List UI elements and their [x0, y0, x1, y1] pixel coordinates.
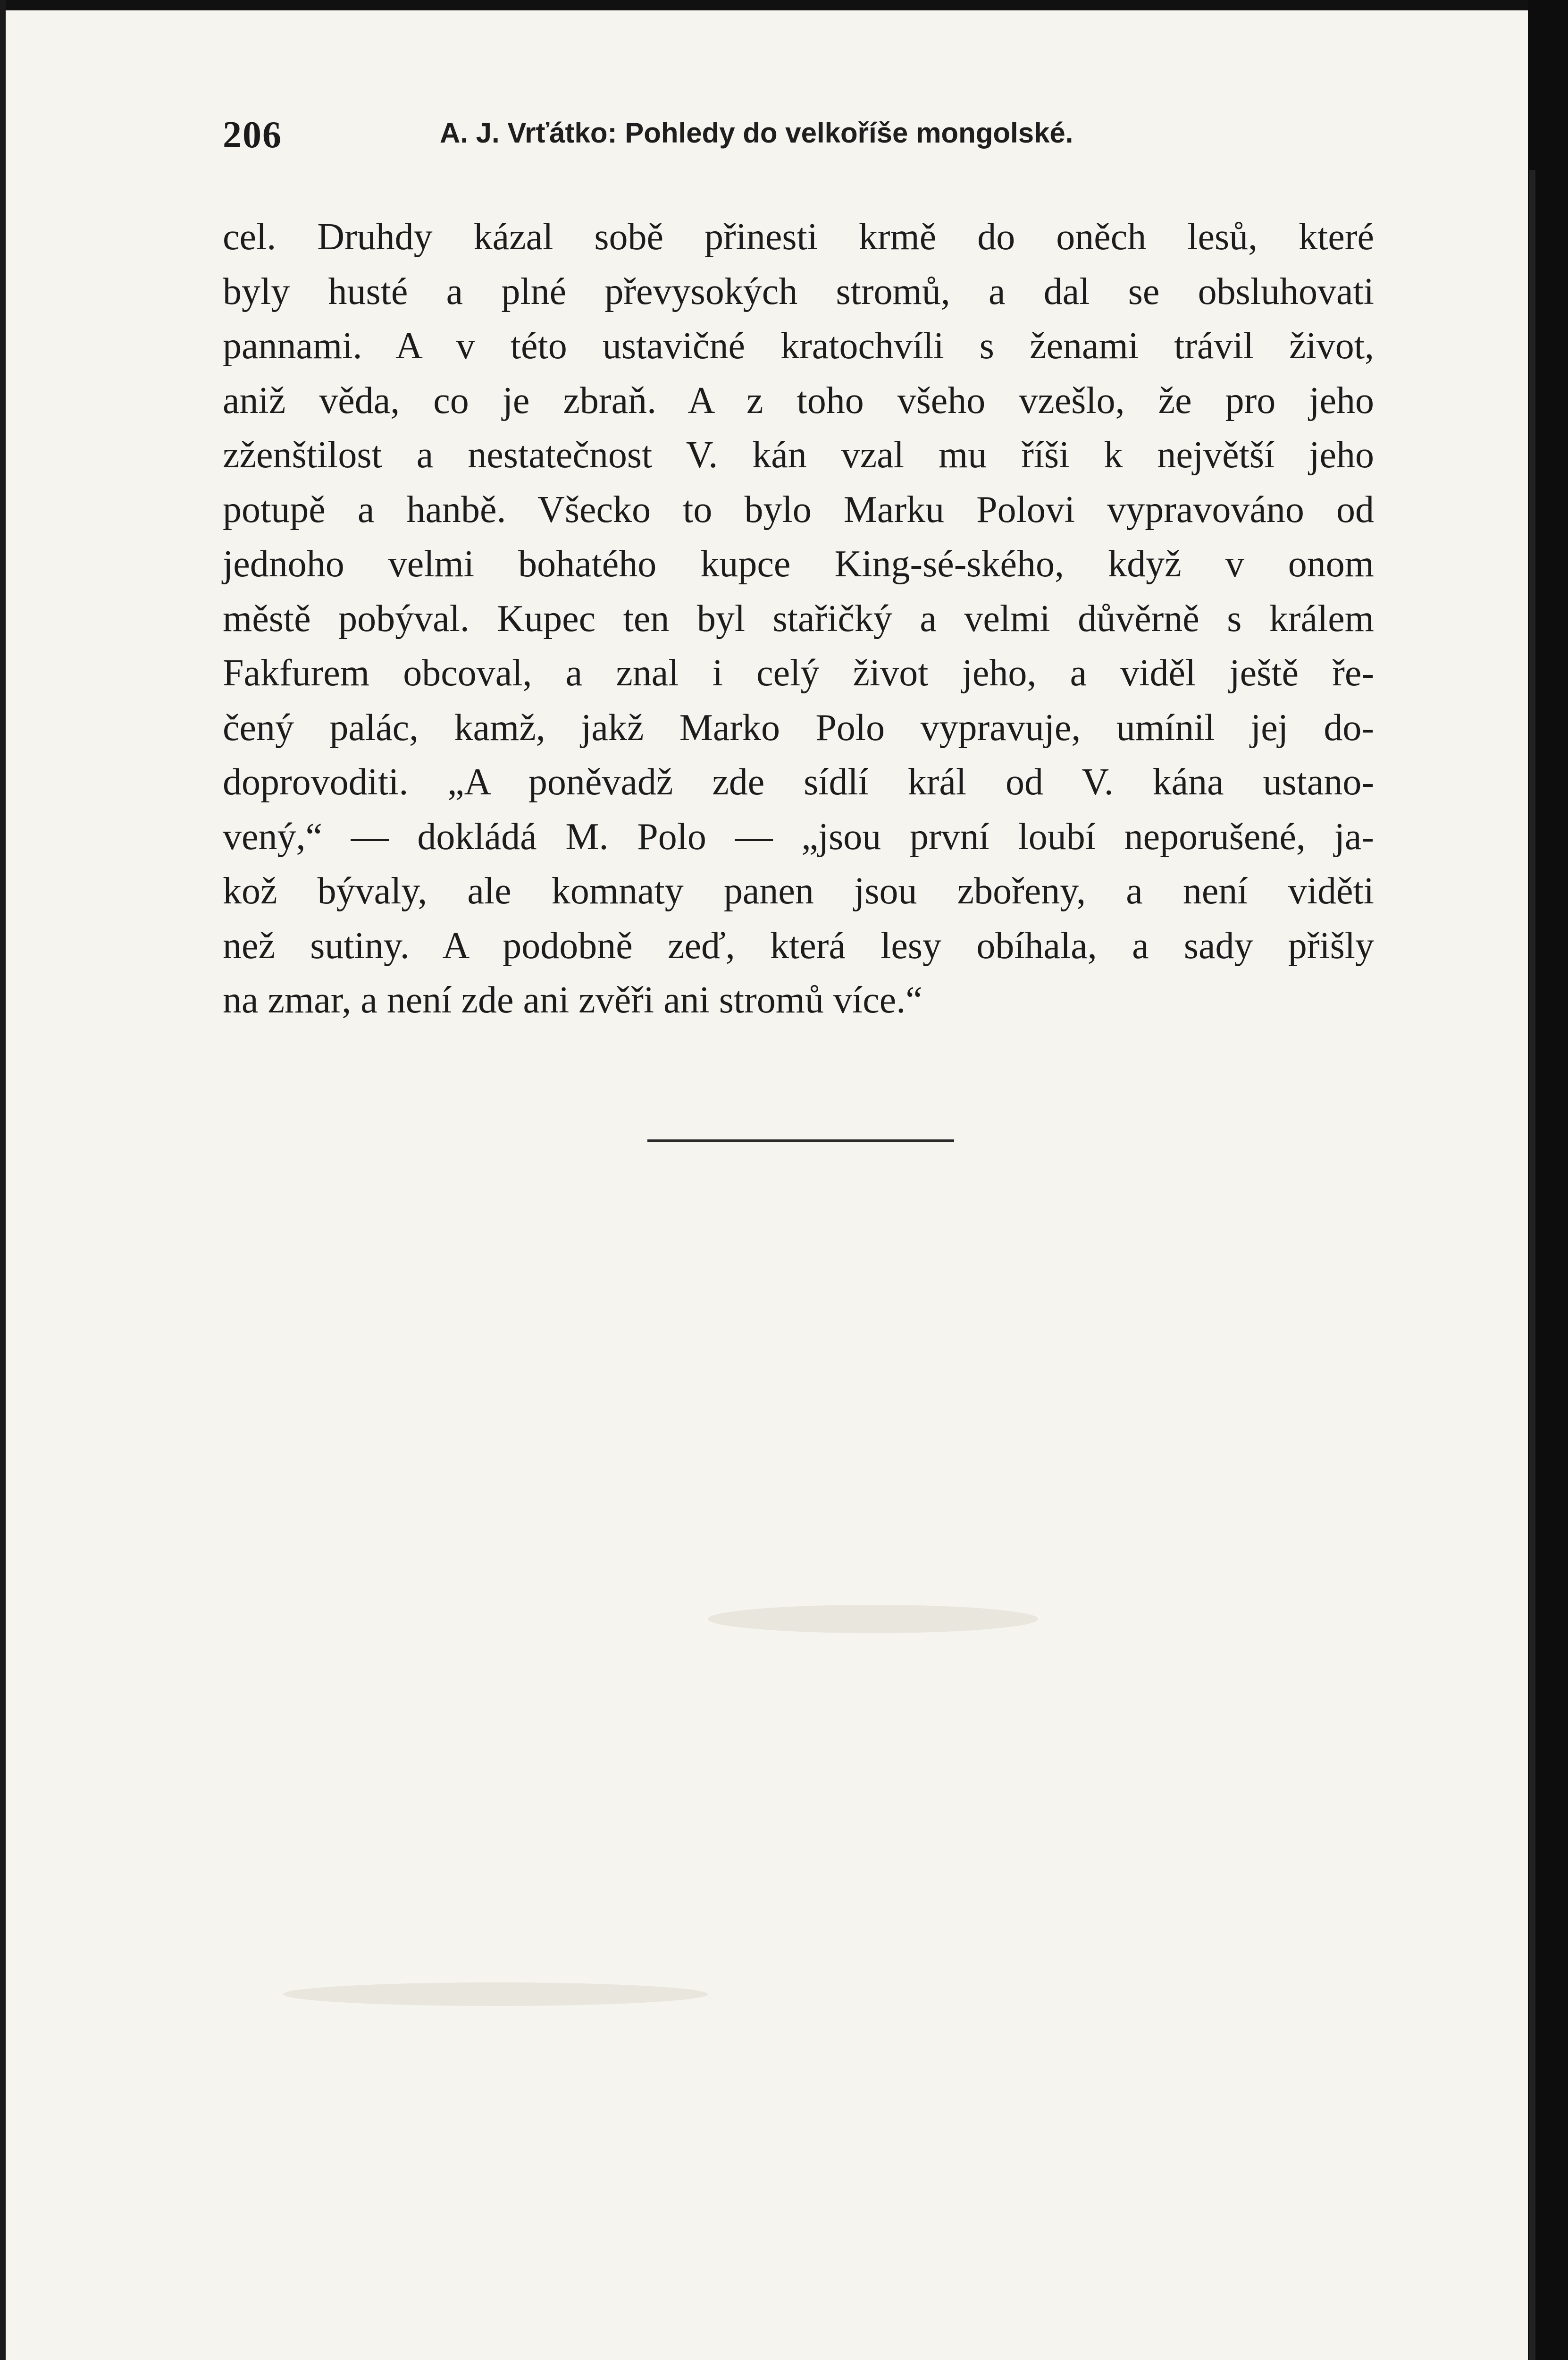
text-line: na zmar, a není zde ani zvěři ani stromů více.“ [223, 979, 922, 1021]
body-paragraph [223, 210, 1374, 1028]
running-head: A. J. Vrťátko: Pohledy do velkoříše mongolské. [440, 117, 1073, 149]
text-line: Fakfurem obcoval, a znal i celý život jeho, a viděl ještě ře- [223, 652, 1374, 694]
text-line: městě pobýval. Kupec ten byl stařičký a velmi důvěrně s králem [223, 598, 1374, 640]
bleed-through-smudge [283, 1982, 708, 2006]
text-line: kož bývaly, ale komnaty panen jsou zbořeny, a není viděti [223, 870, 1374, 912]
text-line: než sutiny. A podobně zeď, která lesy obíhala, a sady přišly [223, 925, 1374, 967]
text-line: potupě a hanbě. Všecko to bylo Marku Polovi vypravováno od [223, 489, 1374, 531]
text-line: cel. Druhdy kázal sobě přinesti krmě do oněch lesů, které [223, 216, 1374, 258]
scan-left-edge [0, 0, 6, 2360]
text-line: čený palác, kamž, jakž Marko Polo vypravuje, umínil jej do- [223, 707, 1374, 749]
text-line: aniž věda, co je zbraň. A z toho všeho vzešlo, že pro jeho [223, 379, 1374, 421]
page-number: 206 [223, 114, 282, 156]
text-line: vený,“ — dokládá M. Polo — „jsou první loubí neporušené, ja- [223, 816, 1374, 858]
text-line: zženštilost a nestatečnost V. kán vzal mu říši k největší jeho [223, 434, 1374, 476]
bleed-through-smudge [708, 1605, 1038, 1633]
section-end-rule [647, 1139, 954, 1142]
text-line: jednoho velmi bohatého kupce King-sé-ského, když v onom [223, 543, 1374, 585]
text-line: doprovoditi. „A poněvadž zde sídlí král od V. kána ustano- [223, 761, 1374, 803]
text-line: pannami. A v této ustavičné kratochvíli s ženami trávil život, [223, 325, 1374, 367]
scan-top-edge [0, 0, 1568, 10]
page-binding-shadow [1529, 170, 1535, 2360]
text-line: byly husté a plné převysokých stromů, a dal se obsluhovati [223, 270, 1374, 312]
